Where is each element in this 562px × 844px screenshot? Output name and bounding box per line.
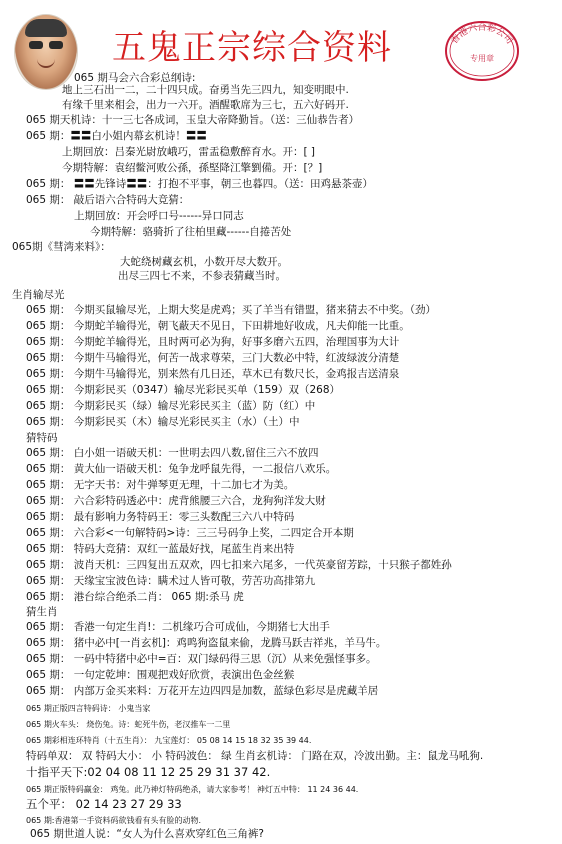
text-line: 065 期： 最有影响力务特码王：零三头数配三六八中特码 bbox=[26, 511, 295, 523]
text-line: 065 期： 敲后语六合特码大竞猜： bbox=[26, 194, 190, 206]
text-line: 十指平天下:02 04 08 11 12 25 29 31 37 42. bbox=[26, 765, 271, 779]
text-line: 065 期正版四言特码诗： 小鬼当家 bbox=[26, 704, 151, 713]
text-line: 065 期火车头： 烧伤兔。诗：蛇死牛伤，老汉推车一二里 bbox=[26, 720, 231, 729]
text-line: 065 期正版特码赢金： 鸡兔。此乃神灯特码绝杀，请大家参考！ 神灯五中特： 11 24 36 44. bbox=[26, 785, 359, 794]
text-line: 大蛇绕树藏玄机，小数开尽大数开。 bbox=[120, 256, 288, 268]
text-line: 065期《彗湾来料》： bbox=[12, 241, 111, 253]
text-line: 065 期： 特码大竞猜：双红一蓝最好找，尾蓝生肖来出特 bbox=[26, 543, 295, 555]
text-line: 065 期： 白小姐一语破天机：一世明去四八数,留住三六不放四 bbox=[26, 447, 319, 459]
text-line: 065 期： 六合彩<一句解特码>诗：三三号码争上奖，二四定合开本期 bbox=[26, 527, 354, 539]
text-line: 上期回放：开会呼口号------异口同志 bbox=[74, 210, 244, 222]
text-line: 065 期： 今期蛇羊输得光，且时两可必为狗，好事多磨六五四，治理国事为大计 bbox=[26, 336, 400, 348]
text-line: 地上三石出一二，二十四只成。奋勇当先三四九，知变明眼中. bbox=[62, 84, 349, 96]
text-line: 有缘千里来相会，出力一六开。酒醒歌席为三七，五六好码开. bbox=[62, 99, 349, 111]
text-line: 065 期天机诗：十一三七各成词，玉皇大帝降勤旨。（送：三仙恭告者） bbox=[26, 114, 360, 126]
text-line: 065 期:香港第一手资料码欲钱看有头有脸的动物. bbox=[26, 816, 202, 825]
text-line: 065 期： 香港一句定生肖!：二机缘巧合可成仙，今期猪七大出手 bbox=[26, 621, 330, 633]
seal-subtext: 专用章 bbox=[470, 54, 494, 63]
text-line: 065 期： 内部万金买来料：万花开左边四四是加数，蓝绿色彩尽是虎藏羊居 bbox=[26, 685, 379, 697]
seal-text: 香港六合彩公司 bbox=[449, 22, 515, 47]
text-line: 065 期： 无字天书：对牛弹琴更无理，十二加七才为美。 bbox=[26, 479, 295, 491]
text-line: 065 期： 六合彩特码透必中：虎背熊腰三六合，龙狗狗洋发大财 bbox=[26, 495, 326, 507]
page-title: 五鬼正宗综合资料 bbox=[112, 28, 392, 68]
text-line: 065 期世道人说：“女人为什么喜欢穿红色三角裤? bbox=[30, 828, 264, 840]
text-line: 065 期： 波肖天机：三四复出五双欢，四七扣来六尾多，一代英豪留芳踪，十只猴子都姓孙 bbox=[26, 559, 452, 571]
text-line: 065 期： 今期彩民买（0347）输尽光彩民买单（159）双（268） bbox=[26, 384, 341, 396]
text-line: 065 期： 今期彩民买（绿）输尽光彩民买主（蓝）防（红）中 bbox=[26, 400, 316, 412]
text-line: 今期特解：骆骑折了往柏里藏------自捲苦处 bbox=[90, 226, 292, 238]
svg-text:香港六合彩公司 bbox=[448, 21, 515, 46]
text-line: 特码单双： 双 特码大小： 小 特码波色： 绿 生肖玄机诗： 门路在双，冷波出勤。主：鼠龙马吼狗. bbox=[26, 750, 484, 762]
text-line: 065 期：〓〓白小姐内幕玄机诗！〓〓 bbox=[26, 130, 207, 142]
text-line: 065 期彩相连环特肖（十五生肖）： 九宝莲灯： 05 08 14 15 18 32 35 39 44. bbox=[26, 736, 312, 745]
text-line: 五个平： 02 14 23 27 29 33 bbox=[26, 797, 182, 811]
portrait-photo bbox=[14, 14, 78, 90]
text-line: 065 期： 今期彩民买（木）输尽光彩民买主（水）（土）中 bbox=[26, 416, 300, 428]
text-line: 065 期马会六合彩总纲诗: bbox=[74, 72, 196, 84]
text-line: 065 期： 今期蛇羊输得光，朝飞蔽天不见日，下田耕地好收成，凡夫仰能一比重。 bbox=[26, 320, 410, 332]
section-heading: 生肖输尽光 bbox=[12, 289, 65, 301]
text-line: 065 期： 猪中必中[一肖玄机]：鸡鸣狗盗鼠来偷，龙腾马跃吉祥兆，羊马牛。 bbox=[26, 637, 387, 649]
text-line: 065 期： 黄大仙一语破天机：兔争龙呼鼠先得，一二报信八欢乐。 bbox=[26, 463, 337, 475]
text-line: 065 期： 今期牛马输得光，何苦一战求尊荣，三门大数必中特，红波绿波分清楚 bbox=[26, 352, 400, 364]
company-seal-stamp bbox=[444, 20, 520, 82]
text-line: 065 期： 一句定乾坤：围观把戏好欣赏，表演出色金丝猴 bbox=[26, 669, 295, 681]
text-line: 上期回放：吕秦光尉放峨巧，雷盂稳敷醉育水。开：[ ] bbox=[62, 146, 316, 158]
text-line: 065 期： 今期牛马输得光，别来然有几日还，草木已有数尺长，金鸡报吉送清泉 bbox=[26, 368, 400, 380]
text-line: 出尽三四七不来，不参表猜藏当时。 bbox=[118, 270, 286, 282]
text-line: 今期特解：袁绍鳖河败公孫，孫堅降江擎劉備。开：[？] bbox=[62, 162, 323, 174]
text-line: 065 期： 今期买鼠输尽光，上期大奖是虎鸡；买了羊当有错盟，猪来猜去不中奖。（劲） bbox=[26, 304, 436, 316]
text-line: 065 期： 一码中特猪中必中=百：双门绿码得三思（沉）从来免强怪事多。 bbox=[26, 653, 377, 665]
section-heading: 猜特码 bbox=[26, 432, 58, 444]
text-line: 065 期： 〓〓先锋诗〓〓：打抱不平事，朝三也暮四。（送：田鸡悬茶壶） bbox=[26, 178, 373, 190]
text-line: 065 期： 天缘宝宝波色诗：瞒术过人皆可敬，劳苦功高排第九 bbox=[26, 575, 316, 587]
section-heading: 猜生肖 bbox=[26, 606, 58, 618]
text-line: 065 期： 港台综合绝杀二肖： 065 期:杀马 虎 bbox=[26, 591, 244, 603]
